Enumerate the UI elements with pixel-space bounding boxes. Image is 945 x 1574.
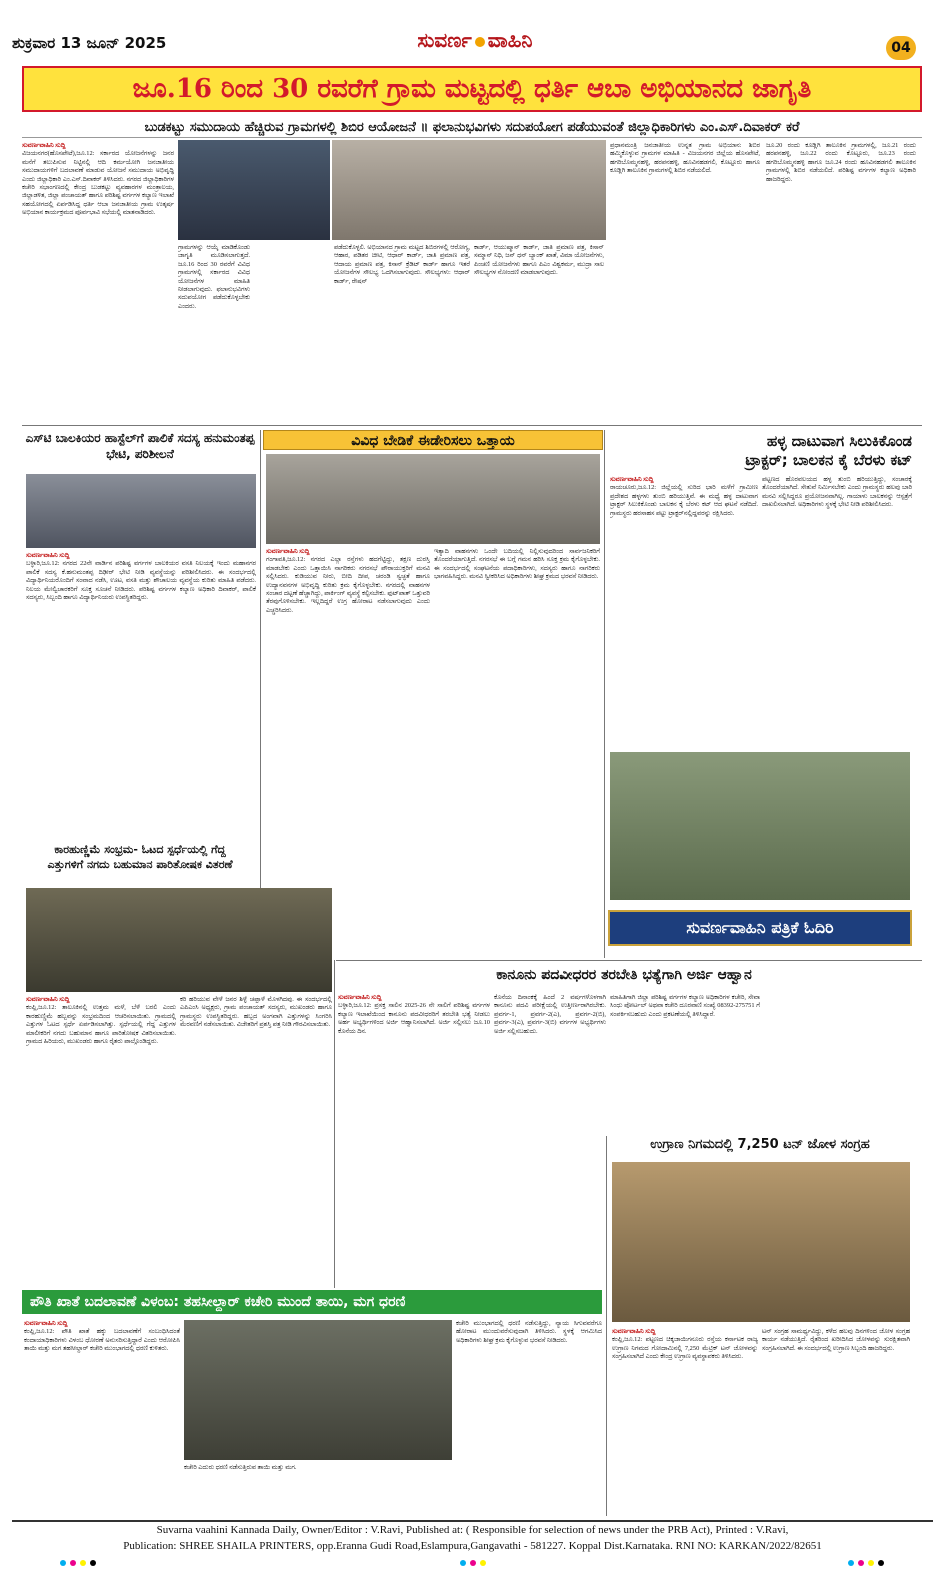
registration-mark-icon bbox=[878, 1560, 884, 1566]
protest-headline: ಪೌತಿ ಖಾತೆ ಬದಲಾವಣೆ ವಿಳಂಬ: ತಹಸೀಲ್ದಾರ್ ಕಚೇರಿ ಮುಂದೆ ತಾಯಿ, ಮಗ ಧರಣಿ bbox=[22, 1290, 602, 1314]
issue-date: ಶುಕ್ರವಾರ 13 ಜೂನ್ 2025 bbox=[12, 34, 167, 52]
protest-text-right: ಕಚೇರಿ ಮುಂಭಾಗದಲ್ಲಿ ಧರಣಿ ನಡೆಸುತ್ತಿದ್ದು, ನ್ಯಾಯ ಸಿಗುವವರೆಗೂ ಹೋರಾಟ ಮುಂದುವರೆಸುವುದಾಗಿ ತಿಳಿಸಿದರು. ಸ್ಥಳಕ್ಕೆ ಆಗಮಿಸಿದ ಅಧಿಕಾರಿಗಳು ಶೀಘ್ರ ಕ್ರಮ ಕೈಗೊಳ್ಳುವ ಭರವಸೆ ನೀಡಿದರು. bbox=[456, 1320, 602, 1344]
footer-line-1: Suvarna vaahini Kannada Daily, Owner/Editor : V.Ravi, Published at: ( Responsible for selection of news under the PRB Act), Printed : V.Ravi, bbox=[156, 1524, 789, 1536]
lead-photo-officer bbox=[178, 140, 330, 240]
divider bbox=[334, 960, 335, 1288]
newspaper-logo bbox=[395, 28, 555, 58]
lead-column-1 bbox=[22, 142, 174, 422]
promo-banner: ಸುವರ್ಣವಾಹಿನಿ ಪತ್ರಿಕೆ ಓದಿರಿ bbox=[608, 910, 912, 946]
protest-byline: ಸುವರ್ಣವಾಹಿನಿ ಸುದ್ದಿ bbox=[24, 1320, 68, 1327]
demands-text-right: ಇತ್ಯಾದಿ ವಾಹನಗಳು ಒಂದೇ ಬದಿಯಲ್ಲಿ ನಿಲ್ಲಿಸುವುದರಿಂದ ಸಾರ್ವಜನಿಕರಿಗೆ ತೊಂದರೆಯಾಗುತ್ತಿದೆ. ನಗರಸಭೆ ಈ ಬಗ್ಗೆ ಗಮನ ಹರಿಸಿ ಸೂಕ್ತ ಕ್ರಮ ಕೈಗೊಳ್ಳಬೇಕು. ಈ ಸಂದರ್ಭದಲ್ಲಿ ಸಂಘಟನೆಯ ಪದಾಧಿಕಾರಿಗಳು, ಸದಸ್ಯರು ಹಾಗೂ ನಾಗರಿಕರು ಭಾಗವಹಿಸಿದ್ದರು. ಮನವಿ ಸ್ವೀಕರಿಸಿದ ಅಧಿಕಾರಿಗಳು ಶೀಘ್ರ ಕ್ರಮದ ಭರವಸೆ ನೀಡಿದರು. bbox=[434, 548, 600, 581]
demands-byline: ಸುವರ್ಣವಾಹಿನಿ ಸುದ್ದಿ bbox=[266, 548, 310, 555]
registration-mark-icon bbox=[868, 1560, 874, 1566]
law-byline: ಸುವರ್ಣವಾಹಿನಿ ಸುದ್ದಿ bbox=[338, 994, 382, 1001]
festival-byline: ಸುವರ್ಣವಾಹಿನಿ ಸುದ್ದಿ bbox=[26, 996, 70, 1003]
jowar-text-left: ಕಂಪ್ಲಿ,ಜೂ.12: ಪಟ್ಟಣದ ಚಿಕ್ಕಜಾಯಿಗನೂರು ರಸ್ತೆಯ ಕರ್ನಾಟಕ ರಾಜ್ಯ ಉಗ್ರಾಣ ನಿಗಮದ ಗೋದಾಮಿನಲ್ಲಿ 7,250 ಮೆಟ್ರಿಕ್ ಟನ್ ಜೋಳವನ್ನು ಸಂಗ್ರಹಿಸಲಾಗಿದೆ ಎಂದು ಕೇಂದ್ರ ಉಗ್ರಾಣ ವ್ಯವಸ್ಥಾಪಕರು ತಿಳಿಸಿದರು. bbox=[612, 1336, 758, 1361]
page-number: 04 bbox=[886, 36, 916, 60]
law-story bbox=[338, 994, 490, 1284]
registration-mark-icon bbox=[470, 1560, 476, 1566]
lead-byline: ಸುವರ್ಣವಾಹಿನಿ ಸುದ್ದಿ bbox=[22, 142, 66, 149]
logo-sun-icon bbox=[475, 37, 485, 47]
logo-left: ಸುವರ್ಣ bbox=[417, 28, 472, 52]
registration-mark-icon bbox=[460, 1560, 466, 1566]
lead-photo-meeting bbox=[332, 140, 606, 240]
festival-text-left: ಕಂಪ್ಲಿ,ಜೂ.12: ತಾಲೂಕಿನಲ್ಲಿ ಉತ್ತಮ ಮಳೆ, ಬೆಳೆ ಬರಲಿ ಎಂದು ಕಾರಹುಣ್ಣಿಮೆ ಹಬ್ಬವನ್ನು ಸಂಭ್ರಮದಿಂದ ಆಚರಿಸಲಾಯಿತು. ಗ್ರಾಮದಲ್ಲಿ ಎತ್ತುಗಳ ಓಟದ ಸ್ಪರ್ಧೆ ಏರ್ಪಡಿಸಲಾಗಿತ್ತು. ಸ್ಪರ್ಧೆಯಲ್ಲಿ ಗೆದ್ದ ಎತ್ತುಗಳ ಮಾಲೀಕರಿಗೆ ನಗದು ಬಹುಮಾನ ಹಾಗೂ ಪಾರಿತೋಷಕ ವಿತರಿಸಲಾಯಿತು. ಗ್ರಾಮದ ಹಿರಿಯರು, ಮುಖಂಡರು ಹಾಗೂ ರೈತರು ಪಾಲ್ಗೊಂಡಿದ್ದರು. bbox=[26, 1004, 176, 1046]
divider bbox=[604, 430, 605, 958]
tractor-byline: ಸುವರ್ಣವಾಹಿನಿ ಸುದ್ದಿ bbox=[610, 476, 654, 483]
registration-mark-icon bbox=[90, 1560, 96, 1566]
tractor-text-left: ರಾಯಚೂರು,ಜೂ.12: ಜಿಲ್ಲೆಯಲ್ಲಿ ಸುರಿದ ಭಾರಿ ಮಳೆಗೆ ಗ್ರಾಮೀಣ ಪ್ರದೇಶದ ಹಳ್ಳಗಳು ತುಂಬಿ ಹರಿಯುತ್ತಿವೆ. ಈ ಮಧ್ಯೆ ಹಳ್ಳ ದಾಟುವಾಗ ಟ್ರಾಕ್ಟರ್ ಸಿಲುಕಿಕೊಂಡು ಬಾಲಕನ ಕೈ ಬೆರಳು ಕಟ್ ಆದ ಘಟನೆ ನಡೆದಿದೆ. ಗ್ರಾಮಸ್ಥರು ಹರಸಾಹಸ ಪಟ್ಟು ಟ್ರಾಕ್ಟರ್‌ನಲ್ಲಿದ್ದವರನ್ನು ರಕ್ಷಿಸಿದರು. bbox=[610, 484, 758, 517]
footer-line-2: Publication: SHREE SHAILA PRINTERS, opp.Eranna Gudi Road,Eslampura,Gangavathi - 581227. Koppal Dist.Karnataka. RNI NO: KARKAN/2022/82651 bbox=[123, 1540, 822, 1552]
registration-mark-icon bbox=[60, 1560, 66, 1566]
protest-text-left: ಕಂಪ್ಲಿ,ಜೂ.12: ಪೌತಿ ಖಾತೆ ಹಕ್ಕು ಬದಲಾವಣೆಗೆ ಸಂಬಂಧಿಸಿದಂತೆ ಕಂದಾಯಾಧಿಕಾರಿಗಳು ವಿಳಂಬ ಧೋರಣೆ ಅನುಸರಿಸುತ್ತಿದ್ದಾರೆ ಎಂದು ಆರೋಪಿಸಿ ತಾಯಿ ಮತ್ತು ಮಗ ತಹಸೀಲ್ದಾರ್ ಕಚೇರಿ ಮುಂಭಾಗದಲ್ಲಿ ಧರಣಿ ಕುಳಿತರು. bbox=[24, 1328, 180, 1353]
protest-caption: ಕಚೇರಿ ಎದುರು ಧರಣಿ ನಡೆಸುತ್ತಿರುವ ತಾಯಿ ಮತ್ತು ಮಗ. bbox=[184, 1464, 297, 1471]
demands-text-left: ಗಂಗಾವತಿ,ಜೂ.12: ನಗರದ ಎಲ್ಲಾ ರಸ್ತೆಗಳು ಹದಗೆಟ್ಟಿದ್ದು, ತಕ್ಷಣ ದುರಸ್ತಿ ಮಾಡಬೇಕು ಎಂದು ಒತ್ತಾಯಿಸಿ ನಾಗರಿಕರು ನಗರಸಭೆ ಪೌರಾಯುಕ್ತರಿಗೆ ಮನವಿ ಸಲ್ಲಿಸಿದರು. ಕುಡಿಯುವ ನೀರು, ಬೀದಿ ದೀಪ, ಚರಂಡಿ ಸ್ವಚ್ಛತೆ ಹಾಗೂ ಉದ್ಯಾನವನಗಳ ಅಭಿವೃದ್ಧಿ ಕುರಿತು ಕ್ರಮ ಕೈಗೊಳ್ಳಬೇಕು. ನಗರದಲ್ಲಿ ವಾಹನಗಳ ಸಂಚಾರ ದಟ್ಟಣೆ ಹೆಚ್ಚಾಗಿದ್ದು, ಪಾರ್ಕಿಂಗ್ ವ್ಯವಸ್ಥೆ ಕಲ್ಪಿಸಬೇಕು. ಫುಟ್‌ಪಾತ್ ಒತ್ತುವರಿ ತೆರವುಗೊಳಿಸಬೇಕು. ಇಲ್ಲದಿದ್ದರೆ ಉಗ್ರ ಹೋರಾಟ ನಡೆಸಲಾಗುವುದು ಎಂದು ಎಚ್ಚರಿಸಿದರು. bbox=[266, 556, 430, 614]
registration-mark-icon bbox=[480, 1560, 486, 1566]
hostel-headline: ಎಸ್‌ಟಿ ಬಾಲಕಿಯರ ಹಾಸ್ಟೆಲ್‌ಗೆ ಪಾಲಿಕೆ ಸದಸ್ಯ ಹನುಮಂತಪ್ಪ ಭೇಟಿ, ಪರಿಶೀಲನೆ bbox=[25, 431, 255, 461]
tractor-story bbox=[610, 476, 758, 746]
lead-column-5: ಪ್ರಧಾನಮಂತ್ರಿ ಜನಜಾತೀಯ ಉನ್ನತ ಗ್ರಾಮ ಅಭಿಯಾನ: ಶಿಬಿರ ಹಮ್ಮಿಕೊಳ್ಳುವ ಗ್ರಾಮಗಳ ಮಾಹಿತಿ - ವಿಜಯನಗರ ಜಿಲ್ಲೆಯ ಹೊಸಪೇಟೆ, ಹಗರಿಬೊಮ್ಮನಹಳ್ಳಿ, ಹರಪನಹಳ್ಳಿ, ಹೂವಿನಹಡಗಲಿ, ಕೊಟ್ಟೂರು ಹಾಗೂ ಕೂಡ್ಲಿಗಿ ತಾಲೂಕಿನ ಗ್ರಾಮಗಳಲ್ಲಿ ಶಿಬಿರ ನಡೆಯಲಿದೆ. bbox=[610, 142, 760, 175]
jowar-headline: ಉಗ್ರಾಣ ನಿಗಮದಲ್ಲಿ 7,250 ಟನ್ ಜೋಳ ಸಂಗ್ರಹ bbox=[650, 1137, 870, 1152]
demands-photo bbox=[266, 454, 600, 544]
law-headline: ಕಾನೂನು ಪದವೀಧರರ ತರಬೇತಿ ಭತ್ಯೆಗಾಗಿ ಅರ್ಜಿ ಆಹ್ವಾನ bbox=[496, 967, 752, 983]
jowar-photo bbox=[612, 1162, 910, 1322]
lead-column-4: ಕಾರ್ಡ್, ಆಯುಷ್ಮಾನ್ ಕಾರ್ಡ್, ಜಾತಿ ಪ್ರಮಾಣ ಪತ್ರ, ಕಿಸಾನ್ ಸಮ್ಮಾನ್ ನಿಧಿ, ಜನ್ ಧನ್ ಬ್ಯಾಂಕ್ ಖಾತೆ, ವಿಮಾ ಯೋಜನೆಗಳು, ಪಿಂಚಣಿ ಯೋಜನೆಗಳು ಹಾಗೂ ಪಿಎಂ ವಿಶ್ವಕರ್ಮ, ಮುದ್ರಾ ಸಾಲ ಸೌಲಭ್ಯಗಳ ನೋಂದಣಿ ಮಾಡಲಾಗುವುದು. bbox=[474, 244, 604, 277]
lead-headline: ಜೂ.16 ರಿಂದ 30 ರವರೆಗೆ ಗ್ರಾಮ ಮಟ್ಟದಲ್ಲಿ ಧರ್ತಿ ಆಬಾ ಅಭಿಯಾನದ ಜಾಗೃತಿ bbox=[22, 66, 922, 112]
logo-right: ವಾಹಿನಿ bbox=[487, 28, 533, 52]
festival-text-right: ಕರಿ ಹರಿಯುವ ವೇಳೆ ಜನರ ಶಿಳ್ಳೆ ಚಪ್ಪಾಳೆ ಮೊಳಗಿದವು. ಈ ಸಂದರ್ಭದಲ್ಲಿ ಎಪಿಎಂಸಿ ಅಧ್ಯಕ್ಷರು, ಗ್ರಾಮ ಪಂಚಾಯತ್ ಸದಸ್ಯರು, ಮುಖಂಡರು ಹಾಗೂ ಗ್ರಾಮಸ್ಥರು ಉಪಸ್ಥಿತರಿದ್ದರು. ಹಬ್ಬದ ಅಂಗವಾಗಿ ಎತ್ತುಗಳನ್ನು ಸಿಂಗರಿಸಿ ಮೆರವಣಿಗೆ ನಡೆಸಲಾಯಿತು. ವಿಜೇತರಿಗೆ ಪ್ರಶಸ್ತಿ ಪತ್ರ ನೀಡಿ ಗೌರವಿಸಲಾಯಿತು. bbox=[180, 996, 332, 1029]
protest-story bbox=[24, 1320, 180, 1514]
festival-headline-line1: ಕಾರಹುಣ್ಣಿಮೆ ಸಂಭ್ರಮ- ಓಟದ ಸ್ಪರ್ಧೆಯಲ್ಲಿ ಗೆದ್ದ bbox=[54, 843, 226, 856]
lead-column-2b bbox=[254, 244, 330, 422]
divider bbox=[22, 425, 922, 426]
demands-headline: ವಿವಿಧ ಬೇಡಿಕೆ ಈಡೇರಿಸಲು ಒತ್ತಾಯ bbox=[263, 430, 603, 450]
tractor-photo bbox=[610, 752, 910, 900]
tractor-headline bbox=[608, 432, 912, 472]
lead-column-3: ಪಡೆದುಕೊಳ್ಳಲಿ. ಅಭಿಯಾನದ ಗ್ರಾಮ ಮಟ್ಟದ ಶಿಬಿರಗಳಲ್ಲಿ ಆರೋಗ್ಯ, ಆಹಾರ, ಪಡಿತರ ಚೀಟಿ, ಆಧಾರ್ ಕಾರ್ಡ್, ಜಾತಿ ಪ್ರಮಾಣ ಪತ್ರ, ಆದಾಯ ಪ್ರಮಾಣ ಪತ್ರ, ಕಿಸಾನ್ ಕ್ರೆಡಿಟ್ ಕಾರ್ಡ್ ಹಾಗೂ ಇತರೆ ಯೋಜನೆಗಳ ಸೌಲಭ್ಯ ಒದಗಿಸಲಾಗುವುದು. ಸೌಲಭ್ಯಗಳು: ಆಧಾರ್ ಕಾರ್ಡ್, ರೇಷನ್ bbox=[334, 244, 470, 285]
lead-subheadline: ಬುಡಕಟ್ಟು ಸಮುದಾಯ ಹೆಚ್ಚಿರುವ ಗ್ರಾಮಗಳಲ್ಲಿ ಶಿಬಿರ ಆಯೋಜನೆ ॥ ಫಲಾನುಭವಿಗಳು ಸದುಪಯೋಗ ಪಡೆಯುವಂತೆ ಜಿಲ್ಲಾಧಿಕಾರಿಗಳು ಎಂ.ಎಸ್.ದಿವಾಕರ್ ಕರೆ bbox=[22, 120, 922, 138]
registration-mark-icon bbox=[80, 1560, 86, 1566]
tractor-headline-line1: ಹಳ್ಳ ದಾಟುವಾಗ ಸಿಲುಕಿಕೊಂಡ bbox=[766, 432, 912, 450]
divider bbox=[336, 960, 922, 961]
divider bbox=[606, 1136, 607, 1516]
divider bbox=[260, 430, 261, 958]
demands-story bbox=[266, 548, 430, 948]
tractor-text-right: ಪಟ್ಟಣದ ಹೊರವಲಯದ ಹಳ್ಳ ತುಂಬಿ ಹರಿಯುತ್ತಿದ್ದು, ಸಂಚಾರಕ್ಕೆ ತೊಂದರೆಯಾಗಿದೆ. ಸೇತುವೆ ನಿರ್ಮಿಸಬೇಕು ಎಂದು ಗ್ರಾಮಸ್ಥರು ಹಲವು ಬಾರಿ ಮನವಿ ಸಲ್ಲಿಸಿದ್ದರೂ ಪ್ರಯೋಜನವಾಗಿಲ್ಲ. ಗಾಯಾಳು ಬಾಲಕನನ್ನು ಆಸ್ಪತ್ರೆಗೆ ದಾಖಲಿಸಲಾಗಿದೆ. ಅಧಿಕಾರಿಗಳು ಸ್ಥಳಕ್ಕೆ ಭೇಟಿ ನೀಡಿ ಪರಿಶೀಲಿಸಿದರು. bbox=[762, 476, 912, 509]
hostel-text: ಬಳ್ಳಾರಿ,ಜೂ.12: ನಗರದ 22ನೇ ವಾರ್ಡಿನ ಪರಿಶಿಷ್ಟ ವರ್ಗಗಳ ಬಾಲಕಿಯರ ವಸತಿ ನಿಲಯಕ್ಕೆ ಇಂದು ಮಹಾನಗರ ಪಾಲಿಕೆ ಸದಸ್ಯ ಕೆ.ಹನುಮಂತಪ್ಪ ದಿಢೀರ್ ಭೇಟಿ ನೀಡಿ ವ್ಯವಸ್ಥೆಯನ್ನು ಪರಿಶೀಲಿಸಿದರು. ಈ ಸಂದರ್ಭದಲ್ಲಿ ವಿದ್ಯಾರ್ಥಿನಿಯರೊಂದಿಗೆ ಸಂವಾದ ನಡೆಸಿ, ಊಟ, ವಸತಿ ಮತ್ತು ಶೌಚಾಲಯ ವ್ಯವಸ್ಥೆಯ ಕುರಿತು ಮಾಹಿತಿ ಪಡೆದರು. ನಿಲಯ ಮೇಲ್ವಿಚಾರಕರಿಗೆ ಸೂಕ್ತ ಸೂಚನೆ ನೀಡಿದರು. ಪರಿಶಿಷ್ಟ ವರ್ಗಗಳ ಕಲ್ಯಾಣ ಅಧಿಕಾರಿ ದಿವಾಕರ್, ಪಾಲಿಕೆ ಸದಸ್ಯರು, ಸಿಬ್ಬಂದಿ ಹಾಗೂ ವಿದ್ಯಾರ್ಥಿನಿಯರು ಉಪಸ್ಥಿತರಿದ್ದರು. bbox=[26, 560, 256, 602]
lead-column-2: ಗ್ರಾಮಗಳನ್ನು ಆಯ್ಕೆ ಮಾಡಿಕೊಂಡು ಜಾಗೃತಿ ಮೂಡಿಸಲಾಗುತ್ತದೆ. ಜೂ.16 ರಿಂದ 30 ರವರೆಗೆ ವಿವಿಧ ಗ್ರಾಮಗಳಲ್ಲಿ ಸರ್ಕಾರದ ವಿವಿಧ ಯೋಜನೆಗಳ ಮಾಹಿತಿ ನೀಡಲಾಗುವುದು. ಫಲಾನುಭವಿಗಳು ಸದುಪಯೋಗ ಪಡೆದುಕೊಳ್ಳಬೇಕು ಎಂದರು. bbox=[178, 244, 250, 310]
law-text-col2: ಕೊನೆಯ ದಿನಾಂಕಕ್ಕೆ ಹಿಂದೆ 2 ವರ್ಷಗಳೊಳಗಾಗಿ ಕಾನೂನು ಪದವಿ ಪರೀಕ್ಷೆಯಲ್ಲಿ ಉತ್ತೀರ್ಣರಾಗಿರಬೇಕು. ಪ್ರವರ್ಗ-1, ಪ್ರವರ್ಗ-2(ಎ), ಪ್ರವರ್ಗ-2(ಬಿ), ಪ್ರವರ್ಗ-3(ಎ), ಪ್ರವರ್ಗ-3(ಬಿ) ವರ್ಗಗಳ ಅಭ್ಯರ್ಥಿಗಳು ಅರ್ಜಿ ಸಲ್ಲಿಸಬಹುದು. bbox=[494, 994, 606, 1035]
jowar-text-right: ಟನ್ ಸಂಗ್ರಹ ಸಾಮರ್ಥ್ಯವಿದ್ದು, ಕಳೆದ ಹಲವು ದಿನಗಳಿಂದ ಜೋಳ ಸಂಗ್ರಹ ಕಾರ್ಯ ನಡೆಯುತ್ತಿದೆ. ರೈತರಿಂದ ಖರೀದಿಸಿದ ಜೋಳವನ್ನು ಸುರಕ್ಷಿತವಾಗಿ ಸಂಗ್ರಹಿಸಲಾಗಿದೆ. ಈ ಸಂದರ್ಭದಲ್ಲಿ ಉಗ್ರಾಣ ಸಿಬ್ಬಂದಿ ಹಾಜರಿದ್ದರು. bbox=[762, 1328, 910, 1352]
footer-divider bbox=[12, 1520, 933, 1522]
jowar-story bbox=[612, 1328, 758, 1514]
registration-mark-icon bbox=[858, 1560, 864, 1566]
registration-mark-icon bbox=[70, 1560, 76, 1566]
lead-column-6: ಜೂ.20 ರಂದು ಕೂಡ್ಲಿಗಿ ತಾಲೂಕಿನ ಗ್ರಾಮಗಳಲ್ಲಿ, ಜೂ.21 ರಂದು ಹರಪನಹಳ್ಳಿ, ಜೂ.22 ರಂದು ಕೊಟ್ಟೂರು, ಜೂ.23 ರಂದು ಹಗರಿಬೊಮ್ಮನಹಳ್ಳಿ ಹಾಗೂ ಜೂ.24 ರಂದು ಹೂವಿನಹಡಗಲಿ ತಾಲೂಕಿನ ಗ್ರಾಮಗಳಲ್ಲಿ ಶಿಬಿರ ನಡೆಯಲಿದೆ. ಪರಿಶಿಷ್ಟ ವರ್ಗಗಳ ಕಲ್ಯಾಣ ಅಧಿಕಾರಿ ಹಾಜರಿದ್ದರು. bbox=[766, 142, 916, 183]
hostel-story bbox=[26, 552, 256, 834]
festival-headline-line2: ಎತ್ತುಗಳಿಗೆ ನಗದು ಬಹುಮಾನ ಪಾರಿತೋಷಕ ವಿತರಣೆ bbox=[47, 858, 233, 871]
jowar-byline: ಸುವರ್ಣವಾಹಿನಿ ಸುದ್ದಿ bbox=[612, 1328, 656, 1335]
festival-headline bbox=[22, 842, 258, 882]
tractor-headline-line2: ಟ್ರಾಕ್ಟರ್; ಬಾಲಕನ ಕೈ ಬೆರಳು ಕಟ್ bbox=[745, 451, 912, 469]
registration-mark-icon bbox=[848, 1560, 854, 1566]
law-text-col1: ಬಳ್ಳಾರಿ,ಜೂ.12: ಪ್ರಸಕ್ತ ಸಾಲಿನ 2025-26 ನೇ ಸಾಲಿಗೆ ಪರಿಶಿಷ್ಟ ವರ್ಗಗಳ ಕಲ್ಯಾಣ ಇಲಾಖೆಯಿಂದ ಕಾನೂನು ಪದವೀಧರರಿಗೆ ತರಬೇತಿ ಭತ್ಯೆ ನೀಡಲು ಅರ್ಹ ಅಭ್ಯರ್ಥಿಗಳಿಂದ ಅರ್ಜಿ ಆಹ್ವಾನಿಸಲಾಗಿದೆ. ಅರ್ಜಿ ಸಲ್ಲಿಸಲು ಜೂ.10 ಕೊನೆಯ ದಿನ. bbox=[338, 1002, 490, 1035]
law-text-col3: ಮಾಹಿತಿಗಾಗಿ ಜಿಲ್ಲಾ ಪರಿಶಿಷ್ಟ ವರ್ಗಗಳ ಕಲ್ಯಾಣ ಅಧಿಕಾರಿಗಳ ಕಚೇರಿ, ಸೇವಾ ಸಿಂಧು ಪೋರ್ಟಲ್ ಅಥವಾ ಕಚೇರಿ ದೂರವಾಣಿ ಸಂಖ್ಯೆ 08392-275751 ಗೆ ಸಂಪರ್ಕಿಸಬಹುದು ಎಂದು ಪ್ರಕಟಣೆಯಲ್ಲಿ ತಿಳಿಸಿದ್ದಾರೆ. bbox=[610, 994, 760, 1018]
lead-text-col1: ವಿಜಯನಗರ(ಹೊಸಪೇಟೆ),ಜೂ.12: ಸರ್ಕಾರದ ಯೋಜನೆಗಳನ್ನು ಜನರ ಮನೆಗೆ ತಲುಪಿಸುವ ನಿಟ್ಟಿನಲ್ಲಿ ಆದಿ ಕರ್ಮಯೋಗಿ ಜನಜಾತೀಯ ಸಮುದಾಯಗಳಿಗೆ ಬದಲಾವಣೆ ಮಾಡುವ ಯೋಜನೆ ಸಮುದಾಯ ಅಭಿವೃದ್ಧಿ ಎಂದು ಜಿಲ್ಲಾಧಿಕಾರಿ ಎಂ.ಎಸ್.ದಿವಾಕರ್ ತಿಳಿಸಿದರು. ನಗರದ ಜಿಲ್ಲಾಧಿಕಾರಿಗಳ ಕಚೇರಿ ಸಭಾಂಗಣದಲ್ಲಿ ಕೇಂದ್ರ ಬುಡಕಟ್ಟು ವ್ಯವಹಾರಗಳ ಮಂತ್ರಾಲಯ, ಜಿಲ್ಲಾಡಳಿತ, ಜಿಲ್ಲಾ ಪಂಚಾಯತ್ ಹಾಗೂ ಪರಿಶಿಷ್ಟ ವರ್ಗಗಳ ಕಲ್ಯಾಣ ಇಲಾಖೆ ಸಹಯೋಗದಲ್ಲಿ ಏರ್ಪಡಿಸಿದ್ದ ಧರ್ತಿ ಆಬಾ ಜನಜಾತೀಯ ಗ್ರಾಮ ಉತ್ಕರ್ಷ ಅಭಿಯಾನ ಕಾರ್ಯಕ್ರಮದ ಪೂರ್ವಭಾವಿ ಸಭೆಯಲ್ಲಿ ಮಾತನಾಡಿದರು. bbox=[22, 150, 174, 217]
festival-story bbox=[26, 996, 176, 1280]
protest-photo bbox=[184, 1320, 452, 1460]
hostel-byline: ಸುವರ್ಣವಾಹಿನಿ ಸುದ್ದಿ bbox=[26, 552, 70, 559]
hostel-photo bbox=[26, 474, 256, 548]
